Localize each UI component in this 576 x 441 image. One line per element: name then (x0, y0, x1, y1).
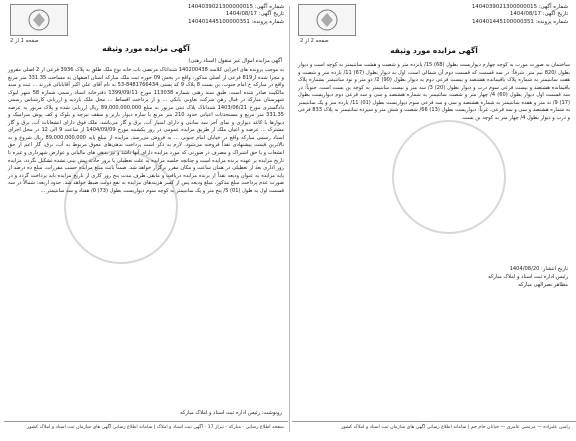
page-number: صفحه 1 از 2 (10, 38, 39, 44)
footer-divider (4, 421, 288, 422)
notice-title: آگهی مزایده مورد وثیقه (390, 46, 478, 55)
notice-date: تاریخ آگهی: 1404/08/17 (225, 11, 284, 18)
notice-date: تاریخ آگهی: 1404/08/17 (509, 11, 568, 18)
registry-emblem-icon (11, 5, 67, 35)
publish-date: تاریخ انتشار: 1404/08/20 (509, 266, 568, 272)
page-number: صفحه 2 از 2 (300, 38, 329, 44)
footer-divider (292, 421, 576, 422)
registry-logo (298, 4, 356, 36)
registry-emblem-icon (299, 5, 355, 35)
column-divider (289, 6, 290, 432)
page-one-panel (4, 0, 288, 441)
page-two-panel (292, 0, 576, 441)
file-number: شماره پرونده: 140401445100000351 (472, 18, 568, 25)
page-footer: صفحه اطلاع رسانی - مبارکه - تیراژ 17 - آگهی ثبت اسناد و املاک | سامانه اطلاع رسانی آگهی های سازمان ثبت اسناد و املاک کشور (26, 425, 284, 430)
signature-name: مظاهر نصرالهی مبارکه (518, 282, 568, 288)
file-number: شماره پرونده: 140401445100000351 (188, 18, 284, 25)
notice-subtitle: آگهی مزایده اموال غیر منقول (اسناد رهنی) (188, 58, 282, 64)
page-footer: رامین علیزاده — مرتضی عامری — خیابان جام جم | سامانه اطلاع رسانی آگهی های سازمان ثبت اسناد و املاک کشور (341, 425, 570, 430)
notice-number: شماره آگهی: 1404039021300000015 (187, 4, 284, 10)
signature-title: رئیس اداره ثبت اسناد و املاک مبارکه (488, 274, 568, 280)
notice-number: شماره آگهی: 1404039021300000015 (471, 4, 568, 10)
notice-title: آگهی مزایده مورد وثیقه (102, 44, 190, 53)
registry-logo (10, 4, 68, 36)
notice-meta (472, 4, 568, 26)
signature: رونوشت: رئیس اداره ثبت اسناد و املاک مبارکه (180, 410, 282, 416)
notice-body: ساختمان به صورت مورب به کوچه چهارم دیوار‌یست بطول (68) 15/ پانزده متر و شصت و هشت سانتیمتر به کوچه است و دیوار بطول /820 نیم متر. شرقاً: در سه قسمت که قسمت دوم آن شمالی است، اول به دیوار بطول (67) 11/ یازده متر و شصت و هفت سانتیمتر به شماره پلاک باقیمانده هشتصد و بیست فرعی دوم به دیوار بطول (90) 2/ دو متر و نود سانتیمتر بشماره پلاک باقیمانده هشتصد و بیست فرعی سوم درب و دیوار بطول (20) 3/ سه متر و بیست سانتیمتر به کوچه بن بست است. جنوباً: در سه قسمت اول دیوار بطول (60) 4/ چهار متر و شصت سانتیمتر به شماره هشتصد و سی و سه فرعی دوم دیواریست بطول (17) 9/ نه متر و هفده سانتیمتر به شماره هشتصد و سی و سه فرعی سوم دیواریست بطول (01) 11/ یازده متر و یک سانتیمتر به شماره هشتصد و سی و سه فرعی. غرباً: دیواریست بطول (13) 66/ شصت و شش متر و سیزده سانتیمتر به پلاک 833 فرعی و درب و دیوار بطول 4/ چهار متر به کوچه بن بست. (298, 62, 571, 121)
notice-meta (188, 4, 284, 26)
notice-body: به موجب پرونده های اجرایی کلاسه 140200438 شنداناک مرتضی باب خانه نوع ملک طلق به پلاک 3936 فرعی از 2 اصلی مفروز و مجزا شده از819 فرعی از اصلی مذکور، واقع در بخش 09 حوزه ثبت ملک مبارکه استان اصفهان به مساحت 331.35 متر مربع واقع در مبارکه خ امام جنوب، بن بست 8 پلاک 9 کد پستی 8481766434-53 به نام آقای علی اکبر آقابابائی فرزند ... ثبت و سند مالکیت صادر شده است. طبق سند رهنی شماره 113038 مورخ 1399/09/11 دفترخانه اسناد رسمی شماره 58 شهر لیوک شهرستان مبارکه در قبال رهن شرکت تعاونی بانکی ... و از پرداخت اقساط ... محل ملک بازدید و ارزیابی کارشناس رسمی دادگستری مورخ 1403/06/21 شنداناک پلاک ثبتی مزبور به مبلغ 89,000,000,000 ریال ارزیابی شده و پلاک مزبور به عرصه 331.35 متر مربع و مستحدثات اعیانی حدود 210 متر مربع با سازه دیوار باربر و سقف تیرچه و بلوک و کف پوش سرامیک و دیوارها با کاغذ دیواری و نمای آجر سه سانتی و دارای امتیاز آب، برق و گاز می‌باشد. ملک فوق دارای انشعابات آب، برق و گاز مشترک ... عرصه و اعیان ملک از طریق مزایده عمومی در روز یکشنبه مورخ 1404/09/09 از ساعت 9 الی 12 در محل اجرای اسناد رسمی مبارکه واقع در خیابان امام جنوبی ... به فروش می‌رسد. مزایده از مبلغ پایه 89,000,000,000 ریال شروع و به بالاترین قیمت پیشنهادی نقداً فروخته می‌شود. لازم به ذکر است پرداخت بدهی‌های معوق مربوط به آب، برق، گاز اعم از حق انشعاب و یا حق اشتراک و مصرف در صورتی که مورد مزایده دارای آنها باشد و نیز بدهی های مالیاتی و عوارض شهرداری و غیره تا تاریخ مزایده بر عهده برنده مزایده است و چنانچه جلسه مزایده به علت تعطیلی یا بروز حادثه پیش بینی نشده تشکیل نگردد، مزایده روز اداری بعد از تعطیلی در همان ساعت و مکان مقرر برگزار خواهد شد. ضمناً بابت مبلغ مزایده حسب مقررات، مبلغ ده درصد از پایه مزایده به عنوان ودیعه نقداً از برنده مزایده دریافت و مابقی ظرف مدت پنج روز کاری از تاریخ مزایده باید پرداخت گردد و در صورت عدم پرداخت مبلغ مذکور، مبلغ ودیعه پس از کسر هزینه‌های مزایده به نفع دولت ضبط خواهد شد. حدود اربعه: شمالاً در سه قسمت اول به طول (01) 5/ پنج متر و یک سانتیمتر به کوچه سوم دیواریست بطول (73) 0/ هفتاد و سه سانتیمتر ... (8, 67, 285, 194)
